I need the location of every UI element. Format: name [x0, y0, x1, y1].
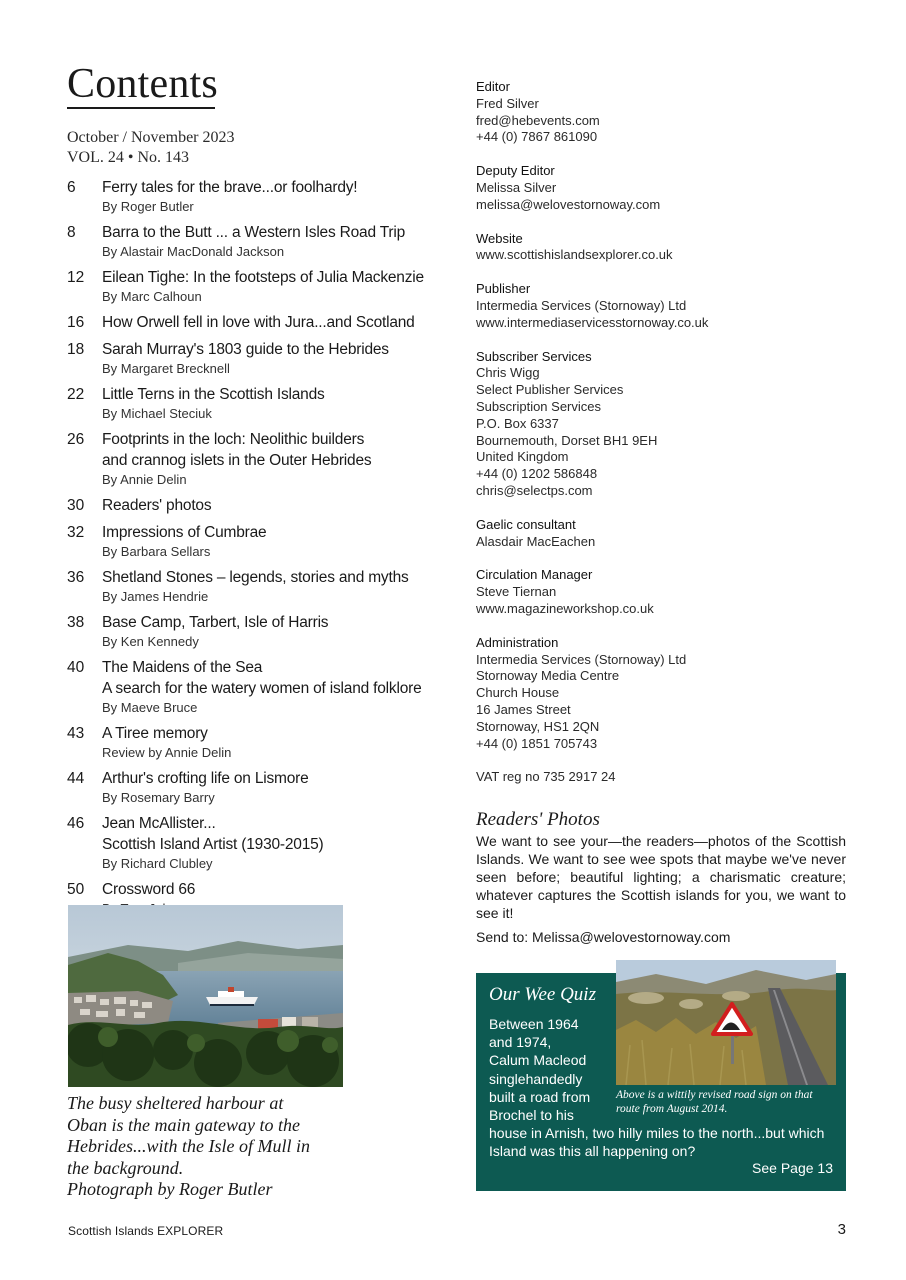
toc-title: Readers' photos	[102, 497, 212, 514]
toc-title: Impressions of Cumbrae	[102, 524, 267, 541]
toc-page-number: 8	[67, 224, 76, 241]
contents-list	[67, 177, 447, 924]
toc-author: Review by Annie Delin	[102, 745, 232, 760]
quiz-line: Calum Macleod	[489, 1052, 587, 1069]
address-line: Stornoway, HS1 2QN	[476, 718, 600, 734]
caption-line: Oban is the main gateway to the	[67, 1114, 300, 1135]
toc-item[interactable]	[67, 768, 447, 807]
photo-credit: Photograph by Roger Butler	[67, 1179, 273, 1199]
issue-info	[67, 128, 235, 168]
phone-number: +44 (0) 1202 586848	[476, 466, 598, 482]
toc-page-number: 26	[67, 431, 85, 448]
magazine-name: Scottish Islands EXPLORER	[68, 1224, 224, 1238]
toc-author: By James Hendrie	[102, 589, 209, 604]
toc-page-number: 40	[67, 659, 85, 676]
address-line: 16 James Street	[476, 701, 571, 717]
masthead-heading: Administration	[476, 634, 559, 650]
toc-page-number: 44	[67, 770, 85, 787]
toc-title: Barra to the Butt ... a Western Isles Road Trip	[102, 224, 406, 241]
quiz-line: singlehandedly	[489, 1070, 583, 1087]
masthead	[476, 79, 856, 803]
title-underline	[67, 107, 215, 109]
toc-author: By Marc Calhoun	[102, 289, 202, 304]
toc-item[interactable]	[67, 723, 447, 762]
masthead-subscriber-services	[476, 349, 856, 500]
address-line: Intermedia Services (Stornoway) Ltd	[476, 651, 687, 667]
toc-item[interactable]	[67, 384, 447, 423]
vat-number: VAT reg no 735 2917 24	[476, 769, 616, 785]
toc-author: By Alastair MacDonald Jackson	[102, 244, 285, 259]
toc-item[interactable]	[67, 267, 447, 306]
toc-page-number: 50	[67, 881, 85, 898]
page-number: 3	[837, 1221, 846, 1238]
masthead-heading: Subscriber Services	[476, 348, 592, 364]
harbour-illustration	[68, 905, 343, 1087]
masthead-heading: Publisher	[476, 281, 531, 297]
toc-author: By Annie Delin	[102, 472, 187, 487]
toc-item[interactable]	[67, 312, 447, 333]
address-line: Bournemouth, Dorset BH1 9EH	[476, 432, 658, 448]
masthead-heading: Website	[476, 230, 523, 246]
toc-title: Shetland Stones – legends, stories and myths	[102, 569, 409, 586]
toc-title: Base Camp, Tarbert, Isle of Harris	[102, 614, 329, 631]
toc-title: Footprints in the loch: Neolithic builders	[102, 431, 365, 448]
toc-title: Little Terns in the Scottish Islands	[102, 386, 325, 403]
phone-number: +44 (0) 1851 705743	[476, 735, 598, 751]
toc-title: Crossword 66	[102, 881, 196, 898]
toc-title-line2: Scottish Island Artist (1930-2015)	[102, 836, 324, 853]
masthead-name: Fred Silver	[476, 95, 539, 111]
toc-item[interactable]	[67, 612, 447, 651]
toc-item[interactable]	[67, 177, 447, 216]
toc-page-number: 12	[67, 269, 85, 286]
toc-author: By Margaret Brecknell	[102, 361, 230, 376]
address-line: Select Publisher Services	[476, 382, 624, 398]
address-line: Church House	[476, 685, 560, 701]
masthead-name: Melissa Silver	[476, 179, 557, 195]
masthead-heading: Gaelic consultant	[476, 516, 576, 532]
website-link[interactable]: www.magazineworkshop.co.uk	[476, 600, 654, 616]
toc-item[interactable]	[67, 429, 447, 489]
toc-page-number: 38	[67, 614, 85, 631]
toc-title: Sarah Murray's 1803 guide to the Hebrides	[102, 341, 389, 358]
masthead-circulation	[476, 567, 856, 617]
masthead-editor	[476, 79, 856, 146]
quiz-see-page[interactable]: See Page 13	[752, 1160, 833, 1176]
quiz-line: and 1974,	[489, 1034, 552, 1051]
toc-title: A Tiree memory	[102, 725, 208, 742]
masthead-heading: Circulation Manager	[476, 567, 593, 583]
masthead-name: Intermedia Services (Stornoway) Ltd	[476, 297, 687, 313]
quiz-line: Brochel to his	[489, 1107, 574, 1124]
quiz-line: Between 1964	[489, 1016, 579, 1032]
issue-date: October / November 2023	[67, 129, 235, 146]
website-link[interactable]: www.scottishislandsexplorer.co.uk	[476, 247, 673, 263]
quiz-line: house in Arnish, two hilly miles to the north...but which Island was this all happening on?	[489, 1125, 825, 1160]
email-link[interactable]: melissa@welovestornoway.com	[476, 196, 661, 212]
toc-title-line2: A search for the watery women of island folklore	[102, 680, 422, 697]
toc-title: How Orwell fell in love with Jura...and Scotland	[102, 314, 415, 331]
toc-author: By Barbara Sellars	[102, 544, 211, 559]
masthead-heading: Editor	[476, 79, 510, 94]
page-title: Contents	[67, 61, 218, 107]
readers-photos-section	[476, 808, 846, 946]
toc-page-number: 22	[67, 386, 85, 403]
masthead-name: Steve Tiernan	[476, 584, 557, 600]
quiz-line: built a road from	[489, 1088, 591, 1105]
masthead-deputy-editor	[476, 163, 856, 213]
caption-line: the background.	[67, 1157, 184, 1178]
masthead-publisher	[476, 281, 856, 331]
send-to-email[interactable]: Send to: Melissa@welovestornoway.com	[476, 929, 731, 945]
address-line: Stornoway Media Centre	[476, 668, 620, 684]
toc-page-number: 36	[67, 569, 85, 586]
email-link[interactable]: fred@hebevents.com	[476, 112, 600, 128]
toc-title: Ferry tales for the brave...or foolhardy!	[102, 179, 358, 196]
toc-title: Arthur's crofting life on Lismore	[102, 770, 309, 787]
toc-item[interactable]	[67, 567, 447, 606]
masthead-heading: Deputy Editor	[476, 163, 555, 179]
toc-author: By Roger Butler	[102, 199, 194, 214]
quiz-photo-caption: Above is a wittily revised road sign on that route from August 2014.	[616, 1089, 813, 1115]
toc-page-number: 16	[67, 314, 85, 331]
toc-item[interactable]	[67, 222, 447, 261]
section-heading: Readers' Photos	[476, 809, 600, 830]
toc-page-number: 43	[67, 725, 85, 742]
toc-author: By Rosemary Barry	[102, 790, 215, 805]
address-line: United Kingdom	[476, 449, 569, 465]
caption-line: Hebrides...with the Isle of Mull in	[67, 1136, 310, 1156]
toc-page-number: 32	[67, 524, 85, 541]
toc-page-number: 46	[67, 815, 85, 832]
caption-line: The busy sheltered harbour at	[67, 1093, 284, 1113]
toc-title: The Maidens of the Sea	[102, 659, 263, 676]
address-line: P.O. Box 6337	[476, 415, 559, 431]
toc-item[interactable]	[67, 813, 447, 873]
harbour-photo	[68, 905, 343, 1087]
masthead-vat	[476, 769, 856, 786]
toc-page-number: 30	[67, 497, 85, 514]
masthead-administration	[476, 635, 856, 753]
email-link[interactable]: chris@selectps.com	[476, 482, 593, 498]
quiz-title: Our Wee Quiz	[489, 984, 596, 1005]
toc-item[interactable]	[67, 495, 447, 516]
toc-title: Eilean Tighe: In the footsteps of Julia Mackenzie	[102, 269, 424, 286]
masthead-gaelic-consultant	[476, 517, 856, 551]
address-line: Chris Wigg	[476, 365, 540, 381]
toc-title: Jean McAllister...	[102, 815, 216, 832]
toc-item[interactable]	[67, 339, 447, 378]
toc-author: By Ken Kennedy	[102, 634, 199, 649]
issue-volume: VOL. 24 • No. 143	[67, 149, 190, 166]
masthead-website	[476, 231, 856, 265]
phone-number: +44 (0) 7867 861090	[476, 129, 598, 145]
website-link[interactable]: www.intermediaservicesstornoway.co.uk	[476, 314, 709, 330]
toc-author: By Michael Steciuk	[102, 406, 212, 421]
toc-item[interactable]	[67, 657, 447, 717]
photo-caption	[67, 1093, 347, 1201]
masthead-name: Alasdair MacEachen	[476, 533, 596, 549]
address-line: Subscription Services	[476, 398, 601, 414]
readers-photos-body: We want to see your—the readers—photos of the Scottish Islands. We want to see wee spots that maybe we've never seen before; beautiful lighting; a charismatic creature; whatever captures the Scottish islands for you, we want to see it!	[476, 833, 846, 921]
toc-author: By Maeve Bruce	[102, 700, 198, 715]
toc-title-line2: and crannog islets in the Outer Hebrides	[102, 452, 372, 469]
toc-author: By Richard Clubley	[102, 856, 213, 871]
toc-page-number: 6	[67, 179, 76, 196]
quiz-question	[489, 1015, 834, 1161]
toc-page-number: 18	[67, 341, 85, 358]
quiz-box	[476, 973, 846, 1191]
toc-item[interactable]	[67, 522, 447, 561]
